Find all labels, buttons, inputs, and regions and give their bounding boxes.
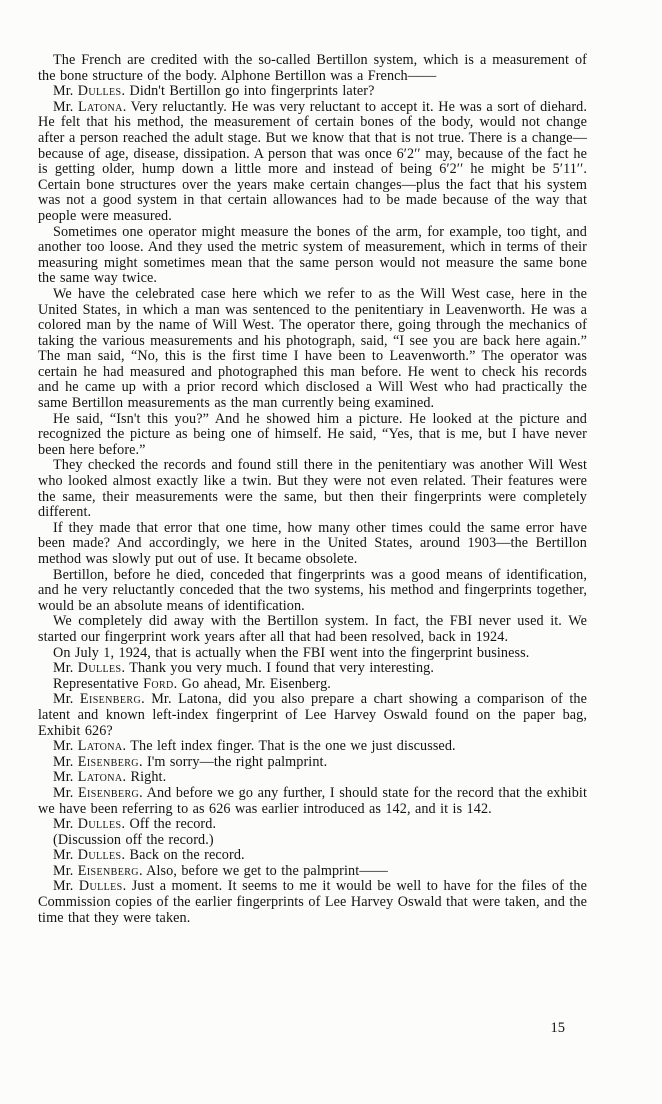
transcript-paragraph: He said, “Isn't this you?” And he showed him a picture. He looked at the picture and recognized the picture as being one of himself. He said, “Yes, that is me, but I have never been here before.” <box>38 410 587 458</box>
transcript-paragraph: The French are credited with the so-called Bertillon system, which is a measurement of the bone structure of the body. Alphone Bertillon was a French—— <box>38 52 587 84</box>
transcript-paragraph: Mr. Eisenberg. I'm sorry—the right palmprint. <box>53 753 328 770</box>
transcript-paragraph: Mr. Dulles. Just a moment. It seems to me it would be well to have for the files of the Commission copies of the earlier fingerprints of Lee Harvey Oswald that were taken, and the time that they were taken. <box>38 878 587 926</box>
transcript-paragraph: Mr. Dulles. Back on the record. <box>53 847 245 864</box>
transcript-paragraph: Mr. Latona. Right. <box>53 769 167 786</box>
transcript-paragraph: Mr. Dulles. Off the record. <box>53 816 217 833</box>
speaker-name: Latona <box>77 98 123 115</box>
speaker-name: Eisenberg <box>79 691 142 708</box>
speaker-prefix: Mr. <box>53 98 78 115</box>
speaker-name: Eisenberg <box>77 784 140 801</box>
speaker-name: Eisenberg <box>77 862 139 879</box>
speaker-name: Latona <box>77 769 123 786</box>
page-number: 15 <box>550 1020 565 1036</box>
transcript-paragraph: Bertillon, before he died, conceded that fingerprints was a good means of identification, and he very reluctantly conceded that the two systems, his method and fingerprints together, would be an absolute means of identification. <box>38 566 587 614</box>
transcript-paragraph: Mr. Eisenberg. And before we go any further, I should state for the record that the exhibit we have been referring to as 626 was earlier introduced as 142, and it is 142. <box>38 784 587 817</box>
speaker-name: Dulles <box>77 83 122 100</box>
transcript-paragraph: Mr. Latona. Very reluctantly. He was very reluctant to accept it. He was a sort of diehard. He felt that his method, the measurement of certain bones of the body, would not change after a person reached the adult stage. But we know that that is not true. There is a change—because of age, disease, dissipation. A person that was once 6′2′′ may, because of the fact he is getting older, hump down a little more and instead of being 6′2′′ he might be 5′11′′. Certain bone structures over the years make certain changes—plus the fact that his system was not a good system in that certain allowances had to be made because of the way that people were measured. <box>38 98 588 224</box>
transcript-paragraph: Mr. Latona. The left index finger. That is the one we just discussed. <box>53 738 456 755</box>
transcript-paragraph: We have the celebrated case here which we refer to as the Will West case, here in the United States, in which a man was sentenced to the penitentiary in Leavenworth. He was a colored man by the name of Will West. The operator there, going through the mechanics of taking the various measurements and his photograph, said, “I see you are back here again.” The man said, “No, this is the first time I have been to Leavenworth.” The operator was certain he had measured and photographed this man before. He went to check his records and he came up with a prior record which disclosed a Will West who had practically the same Bertillon measurements as the man currently being examined. <box>38 285 587 412</box>
speaker-prefix: Representative <box>53 675 144 692</box>
transcript-paragraph: They checked the records and found still there in the penitentiary was another Will West who looked almost exactly like a twin. But they were not even related. Their features were the same, their measurements were the same, but then their fingerprints were completely different. <box>38 457 587 521</box>
transcript-paragraph: Sometimes one operator might measure the bones of the arm, for example, too tight, and another too loose. And they used the metric system of measurement, which in terms of their measuring might sometimes mean that the same person would not measure the same bone the same way twice. <box>38 223 587 287</box>
speaker-name: Dulles <box>77 660 122 677</box>
transcript-paragraph: We completely did away with the Bertillon system. In fact, the FBI never used it. We started our fingerprint work years after all that had been resolved, back in 1924. <box>38 613 587 645</box>
speaker-prefix: Mr. <box>53 847 78 864</box>
speaker-name: Ford <box>143 675 174 692</box>
transcript-body <box>38 53 587 926</box>
transcript-paragraph: (Discussion off the record.) <box>53 831 214 848</box>
transcript-paragraph: Mr. Eisenberg. Mr. Latona, did you also prepare a chart showing a comparison of the latent and known left-index fingerprint of Lee Harvey Oswald found on the paper bag, Exhibit 626? <box>38 691 587 739</box>
transcript-paragraph: Mr. Eisenberg. Also, before we get to the palmprint—— <box>53 862 388 879</box>
speaker-prefix: Mr. <box>53 738 78 755</box>
speaker-name: Eisenberg <box>77 753 139 770</box>
transcript-paragraph: If they made that error that one time, how many other times could the same error have been made? And accordingly, we here in the United States, around 1903—the Bertillon method was slowly put out of use. It became obsolete. <box>38 519 587 567</box>
speaker-prefix: Mr. <box>53 691 80 708</box>
speaker-name: Dulles <box>78 878 123 895</box>
speaker-name: Dulles <box>77 816 122 833</box>
speaker-prefix: Mr. <box>53 784 78 801</box>
transcript-paragraph: Representative Ford. Go ahead, Mr. Eisenberg. <box>53 675 331 692</box>
transcript-paragraph: On July 1, 1924, that is actually when the FBI went into the fingerprint business. <box>53 644 530 661</box>
speaker-prefix: Mr. <box>53 753 78 770</box>
speaker-prefix: Mr. <box>53 83 78 100</box>
speaker-prefix: Mr. <box>53 660 78 677</box>
speaker-name: Latona <box>77 738 123 755</box>
speaker-prefix: Mr. <box>53 862 78 879</box>
transcript-paragraph: Mr. Dulles. Thank you very much. I found that very interesting. <box>53 660 434 677</box>
speaker-prefix: Mr. <box>53 878 79 895</box>
speaker-prefix: Mr. <box>53 816 78 833</box>
transcript-paragraph: Mr. Dulles. Didn't Bertillon go into fingerprints later? <box>53 83 375 100</box>
speaker-prefix: Mr. <box>53 769 78 786</box>
speaker-name: Dulles <box>77 847 122 864</box>
